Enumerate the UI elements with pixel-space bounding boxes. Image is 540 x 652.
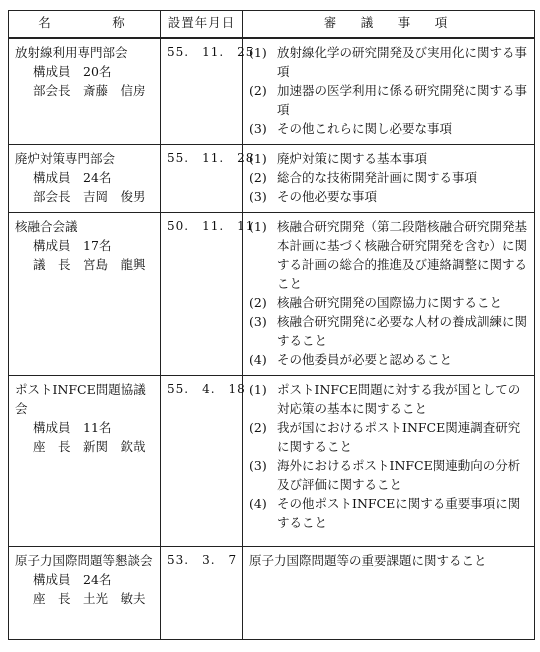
table-row (9, 213, 535, 376)
matter-item (249, 456, 528, 494)
matter-text: その他ポストINFCEに関する重要事項に関すること (277, 496, 521, 530)
matter-item (249, 312, 528, 350)
matter-text: 我が国におけるポストINFCE関連調査研究に関すること (277, 420, 521, 454)
matter-text: 原子力国際問題等の重要課題に関すること (249, 553, 487, 568)
matter-num: (2) (249, 295, 267, 310)
committee-members: 構成員 20名 (33, 64, 112, 79)
matter-text: その他必要な事項 (277, 189, 378, 204)
matter-item (249, 380, 528, 418)
matter-text: ポストINFCE問題に対する我が国としての対応策の基本に関すること (277, 382, 521, 416)
matter-item (249, 293, 528, 312)
committee-table (8, 10, 535, 640)
established-date: 55. 4. 18 (161, 376, 243, 547)
matter-num: (4) (249, 352, 267, 367)
matter-item (249, 81, 528, 119)
header-row (9, 11, 535, 39)
table-row (9, 145, 535, 213)
matter-num: (3) (249, 314, 267, 329)
matters-cell (243, 145, 535, 213)
committee-members: 構成員 11名 (33, 420, 112, 435)
committee-name: ポストINFCE問題協議会 (15, 382, 146, 416)
matter-text: 核融合研究開発の国際協力に関すること (277, 295, 503, 310)
matter-text: 海外におけるポストINFCE関連動向の分析及び評価に関すること (277, 458, 521, 492)
established-date: 55. 11. 28 (161, 145, 243, 213)
matter-num: (2) (249, 83, 267, 98)
matter-text: 総合的な技術開発計画に関する事項 (277, 170, 478, 185)
matters-cell (243, 38, 535, 145)
matter-num: (3) (249, 121, 267, 136)
matter-num: (2) (249, 420, 267, 435)
header-name: 名 称 (9, 11, 161, 39)
matter-num: (1) (249, 219, 267, 234)
matters-cell (243, 376, 535, 547)
matter-num: (2) (249, 170, 267, 185)
established-date: 55. 11. 25 (161, 38, 243, 145)
matter-item (249, 494, 528, 532)
committee-cell (9, 547, 161, 640)
matter-item (249, 119, 528, 138)
matters-cell (243, 213, 535, 376)
committee-cell (9, 376, 161, 547)
matter-num: (1) (249, 151, 267, 166)
matter-item (249, 168, 528, 187)
committee-chair: 座 長 土光 敏夫 (33, 591, 146, 606)
committee-name: 核融合会議 (15, 219, 78, 234)
committee-chair: 座 長 新関 欽哉 (33, 439, 146, 454)
committee-name: 放射線利用専門部会 (15, 45, 128, 60)
committee-cell (9, 38, 161, 145)
table-row (9, 547, 535, 640)
matter-item (249, 149, 528, 168)
committee-chair: 議 長 宮島 龍興 (33, 257, 146, 272)
established-date: 50. 11. 11 (161, 213, 243, 376)
matter-num: (1) (249, 382, 267, 397)
header-matters: 審 議 事 項 (243, 11, 535, 39)
matter-text: 放射線化学の研究開発及び実用化に関する事項 (277, 45, 528, 79)
table-row (9, 376, 535, 547)
matter-text: 加速器の医学利用に係る研究開発に関する事項 (277, 83, 528, 117)
matter-text: その他委員が必要と認めること (277, 352, 453, 367)
header-date: 設置年月日 (161, 11, 243, 39)
matter-item (249, 418, 528, 456)
matter-num: (1) (249, 45, 267, 60)
committee-members: 構成員 24名 (33, 572, 112, 587)
committee-chair: 部会長 斎藤 信房 (33, 83, 146, 98)
matter-text: その他これらに関し必要な事項 (277, 121, 453, 136)
matter-num: (3) (249, 458, 267, 473)
matter-text: 核融合研究開発に必要な人材の養成訓練に関すること (277, 314, 528, 348)
matter-item (249, 43, 528, 81)
committee-name: 原子力国際問題等懇談会 (15, 553, 153, 568)
committee-name: 廃炉対策専門部会 (15, 151, 116, 166)
established-date: 53. 3. 7 (161, 547, 243, 640)
matter-item (249, 187, 528, 206)
matter-text: 核融合研究開発（第二段階核融合研究開発基本計画に基づく核融合研究開発を含む）に関する計画の総合的推進及び連絡調整に関すること (277, 219, 528, 291)
matter-item (249, 217, 528, 293)
committee-members: 構成員 17名 (33, 238, 112, 253)
table-row (9, 38, 535, 145)
committee-chair: 部会長 吉岡 俊男 (33, 189, 146, 204)
matter-num: (4) (249, 496, 267, 511)
committee-cell (9, 145, 161, 213)
matter-item (249, 350, 528, 369)
committee-members: 構成員 24名 (33, 170, 112, 185)
matter-num: (3) (249, 189, 267, 204)
matter-text: 廃炉対策に関する基本事項 (277, 151, 428, 166)
committee-cell (9, 213, 161, 376)
matters-cell (243, 547, 535, 640)
